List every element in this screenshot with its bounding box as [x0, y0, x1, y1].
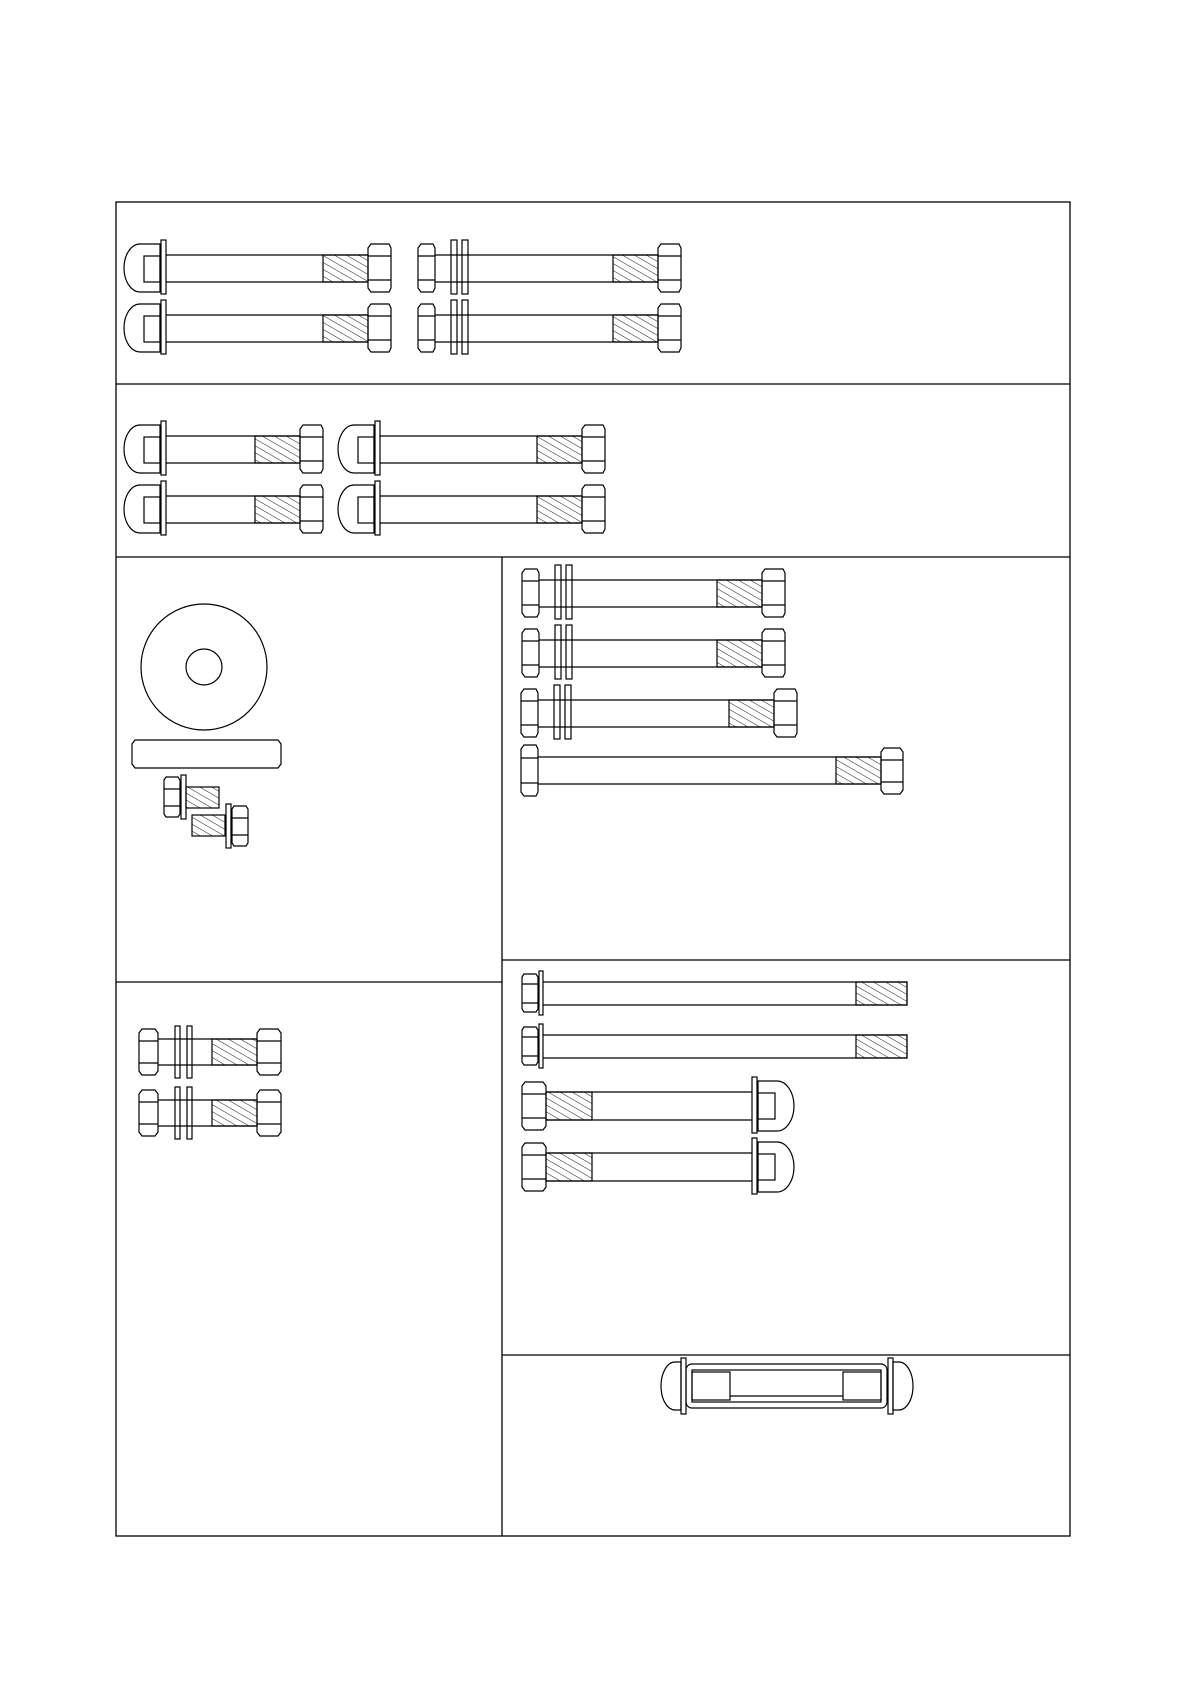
dome-head — [758, 1142, 794, 1192]
dome-head — [124, 244, 160, 292]
hex-head — [521, 689, 538, 737]
washer-outer — [141, 604, 267, 730]
hex-nut — [257, 1029, 281, 1075]
washer — [555, 625, 561, 679]
hex-bolt-two-washers — [522, 625, 785, 679]
carriage-bolt-medium — [338, 421, 605, 475]
washer — [175, 1087, 180, 1139]
hex-head — [522, 569, 539, 617]
panel-short-hex-bolts — [139, 1026, 281, 1139]
hex-bolt-long-plain — [521, 745, 903, 796]
washer — [187, 1026, 192, 1078]
barrel-inner — [692, 1370, 881, 1402]
hex-bolt-two-washers — [418, 240, 681, 294]
hex-head — [521, 745, 538, 796]
washer — [752, 1138, 757, 1194]
washer — [565, 685, 571, 739]
hex-nut — [368, 244, 391, 292]
hex-head — [139, 1090, 158, 1136]
thread — [212, 1100, 257, 1126]
hex-nut — [774, 689, 797, 737]
dome-head — [124, 485, 160, 533]
flange-screw — [164, 775, 219, 819]
washer — [555, 565, 561, 619]
carriage-bolt-reversed — [522, 1077, 794, 1133]
hex-bolt-two-washers — [521, 685, 797, 739]
left-insert — [692, 1372, 730, 1400]
shank — [543, 1035, 907, 1058]
thread — [186, 787, 219, 808]
hex-head — [522, 974, 538, 1012]
panel-long-threaded-and-carriage — [522, 971, 907, 1194]
carriage-bolt-reversed — [522, 1138, 794, 1194]
hex-bolt-two-washers — [522, 565, 785, 619]
dome-head — [338, 425, 374, 473]
thread — [255, 436, 300, 463]
hex-head — [418, 304, 435, 352]
hex-nut — [522, 1082, 546, 1130]
washer — [161, 421, 166, 475]
hex-nut — [881, 748, 903, 794]
thread — [212, 1039, 257, 1065]
spacer-body — [132, 740, 281, 768]
hex-bolt-short-two-washers — [139, 1087, 281, 1139]
washer — [187, 1087, 192, 1139]
thread — [546, 1092, 592, 1120]
panel-carriage-bolts-medium — [124, 421, 605, 535]
washer — [375, 481, 380, 535]
shank — [543, 982, 907, 1005]
dome-head — [124, 304, 160, 352]
panel-carriage-and-hex-bolts-long — [124, 240, 681, 354]
carriage-bolt-short — [124, 421, 323, 475]
hex-nut — [582, 425, 605, 473]
thread — [546, 1153, 592, 1181]
hex-head — [139, 1029, 158, 1075]
thread — [717, 580, 762, 607]
sheet-frame — [116, 202, 1070, 1536]
square-neck — [758, 1093, 775, 1119]
washer — [175, 1026, 180, 1078]
left-dome-head — [661, 1362, 681, 1410]
barrel-connector-assembly — [661, 1358, 913, 1414]
carriage-bolt-long — [124, 240, 391, 294]
spacer-tube — [132, 740, 281, 768]
square-neck — [144, 316, 160, 342]
thread — [537, 436, 582, 463]
thread — [836, 757, 881, 784]
flange — [539, 971, 543, 1015]
hex-bolt-two-washers — [418, 300, 681, 354]
flange-screw — [192, 804, 248, 848]
thread — [537, 496, 582, 523]
washer — [566, 625, 572, 679]
square-neck — [758, 1154, 775, 1180]
washer-hole — [186, 649, 222, 685]
thread — [729, 700, 774, 727]
washer — [462, 240, 468, 294]
flange — [539, 1024, 543, 1068]
square-neck — [144, 437, 160, 463]
thread — [192, 815, 225, 836]
panel-hex-bolts-washers — [521, 565, 903, 796]
washer — [161, 300, 166, 354]
flange — [181, 775, 186, 819]
large-flat-washer — [141, 604, 267, 730]
washer — [451, 240, 457, 294]
hex-head — [522, 629, 539, 677]
left-washer — [681, 1358, 686, 1414]
hex-nut — [658, 244, 681, 292]
hex-nut — [368, 304, 391, 352]
thread — [856, 1035, 907, 1058]
thread — [717, 640, 762, 667]
washer — [451, 300, 457, 354]
hex-nut — [522, 1143, 546, 1191]
carriage-bolt-long — [124, 300, 391, 354]
dome-head — [124, 425, 160, 473]
washer — [375, 421, 380, 475]
hex-nut — [300, 485, 323, 533]
dome-head — [338, 485, 374, 533]
carriage-bolt-short — [124, 481, 323, 535]
thread — [323, 315, 368, 342]
dome-head — [758, 1081, 794, 1131]
hex-nut — [257, 1090, 281, 1136]
panel-barrel-connector — [661, 1358, 913, 1414]
thread — [255, 496, 300, 523]
long-hex-bolt-thread-end — [522, 971, 907, 1015]
washer — [462, 300, 468, 354]
thread — [856, 982, 907, 1005]
square-neck — [358, 437, 374, 463]
hex-head — [522, 1027, 538, 1065]
hex-nut — [300, 425, 323, 473]
thread — [323, 255, 368, 282]
flange — [226, 804, 231, 848]
washer — [161, 240, 166, 294]
washer — [752, 1077, 757, 1133]
washer — [554, 685, 560, 739]
right-dome-head — [893, 1362, 913, 1410]
square-neck — [358, 497, 374, 523]
hex-bolt-short-two-washers — [139, 1026, 281, 1078]
square-neck — [144, 497, 160, 523]
hex-nut — [762, 629, 785, 677]
hex-head — [418, 244, 435, 292]
right-washer — [888, 1358, 893, 1414]
carriage-bolt-medium — [338, 481, 605, 535]
outer-border — [116, 202, 1070, 1536]
panel-washer-spacer-screws — [132, 604, 281, 848]
hex-head — [164, 777, 180, 817]
hex-head — [232, 806, 248, 846]
thread — [613, 255, 658, 282]
long-hex-bolt-thread-end — [522, 1024, 907, 1068]
hex-nut — [762, 569, 785, 617]
washer — [566, 565, 572, 619]
square-neck — [144, 256, 160, 282]
hex-nut — [658, 304, 681, 352]
thread — [613, 315, 658, 342]
washer — [161, 481, 166, 535]
hex-nut — [582, 485, 605, 533]
right-insert — [843, 1372, 881, 1400]
